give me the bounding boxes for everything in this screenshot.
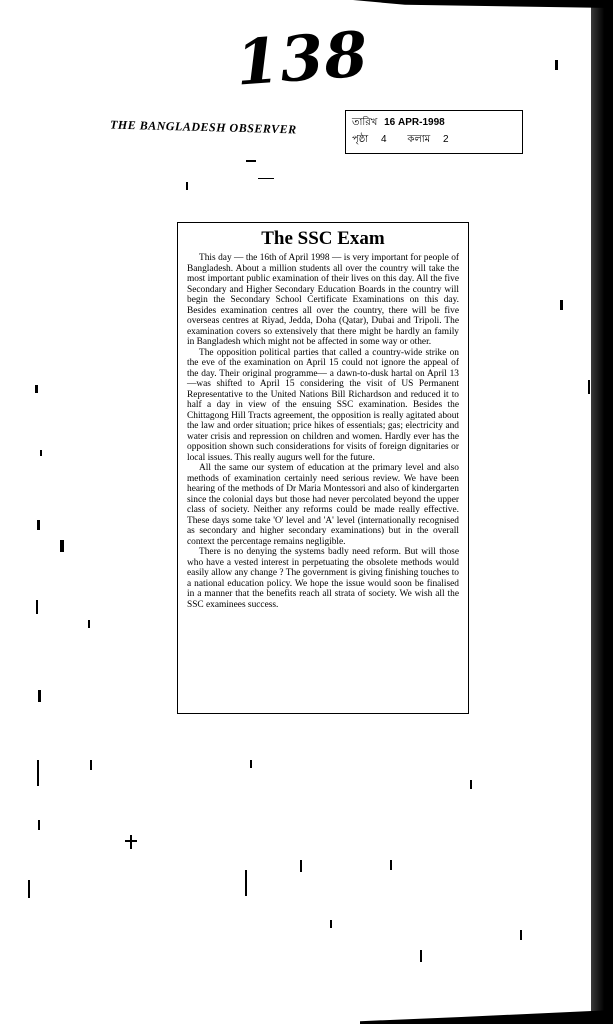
editorial-article xyxy=(177,222,469,714)
scan-speck xyxy=(390,860,392,870)
scan-speck xyxy=(186,182,188,190)
scan-edge-top xyxy=(353,0,613,8)
scan-speck xyxy=(36,600,38,614)
scan-speck xyxy=(38,820,40,830)
scan-speck xyxy=(470,780,472,789)
scan-speck xyxy=(38,690,41,702)
scan-edge-bottom xyxy=(360,1010,613,1024)
scan-speck xyxy=(300,860,302,872)
scan-speck xyxy=(37,760,39,786)
scan-speck xyxy=(520,930,522,940)
stamp-column-value: 2 xyxy=(443,134,449,145)
scan-speck xyxy=(130,835,132,849)
article-paragraph: This day — the 16th of April 1998 — is very important for people of Bangladesh. About a million students all over the country will take the most important public examination of their lives on this day. All the five Secondary and Higher Secondary Education Boards in the country will begin the Secondary School Certificate Examinations on this day. Besides examination centres all over the country, there will be five overseas centres at Riyad, Jedda, Doha (Qatar), Dubai and Tripoli. The examination covers so extensively that there might be hardly an family in Bangladesh which might not be affected in some way or other. xyxy=(187,253,459,347)
stamp-date-label: তারিখ xyxy=(352,117,378,128)
scan-speck xyxy=(88,620,90,628)
scan-speck xyxy=(250,760,252,768)
scan-speck xyxy=(560,300,563,310)
stamp-column-label: কলাম xyxy=(407,134,431,145)
scan-speck xyxy=(37,520,40,530)
scan-speck xyxy=(420,950,422,962)
scan-speck xyxy=(588,380,590,394)
stamp-page-label: পৃষ্ঠা xyxy=(352,134,369,145)
scan-speck xyxy=(555,60,558,70)
article-paragraph: All the same our system of education at the primary level and also methods of examination certainly need serious review. We have been hearing of the methods of Dr Maria Montessori and also of kindergarten since the colonial days but those had never percolated beyond the upper class of society. Neither any reforms could be made really effective. These days some take 'O' level and 'A' level (internationally recognised as secondary and higher secondary examinations) but in the overall context the percentage remains negligible. xyxy=(187,463,459,547)
article-paragraph: There is no denying the systems badly need reform. But will those who have a vested interest in perpetuating the obsolete methods would easily allow any change ? The government is giving finishing touches to a national education policy. We hope the issue would soon be finalised in a manner that the benefits reach all strata of society. We wish all the SSC examinees success. xyxy=(187,547,459,610)
scan-speck xyxy=(245,870,247,896)
scan-speck xyxy=(40,450,42,456)
date-stamp xyxy=(345,110,523,154)
scan-speck xyxy=(246,160,256,162)
scan-speck xyxy=(90,760,92,770)
scan-speck xyxy=(330,920,332,928)
article-paragraph: The opposition political parties that called a country-wide strike on the eve of the examination on April 15 could not ignore the appeal of the day. Their original programme— a dawn-to-dusk hartal on April 13—was shifted to April 15 considering the visit of US Permanent Representative to the United Nations Bill Richardson and reduced it to half a day in view of the ensuing SSC examination. Besides the Chittagong Hill Tracts agreement, the opposition is really agitated about the law and order situation; price hikes of essentials; gas; electricity and water crisis and repression on children and women. Hardly ever has the opposition shown such considerations for visits of foreign dignitaries or local issues. This really augurs well for the future. xyxy=(187,347,459,463)
stamp-date-value: 16 APR-1998 xyxy=(384,117,445,128)
stamp-page-value: 4 xyxy=(380,134,387,145)
scan-speck xyxy=(60,540,64,552)
scan-speck xyxy=(28,880,30,898)
stamp-page-row xyxy=(352,131,516,148)
scan-speck xyxy=(125,840,137,842)
stamp-date-row xyxy=(352,114,516,131)
newspaper-masthead: THE BANGLADESH OBSERVER xyxy=(109,117,297,137)
article-title: The SSC Exam xyxy=(261,228,385,249)
handwritten-page-number: 138 xyxy=(233,17,371,100)
article-body xyxy=(187,253,459,610)
scan-edge-right xyxy=(591,0,613,1024)
scan-speck xyxy=(35,385,38,393)
scan-speck xyxy=(258,178,274,179)
